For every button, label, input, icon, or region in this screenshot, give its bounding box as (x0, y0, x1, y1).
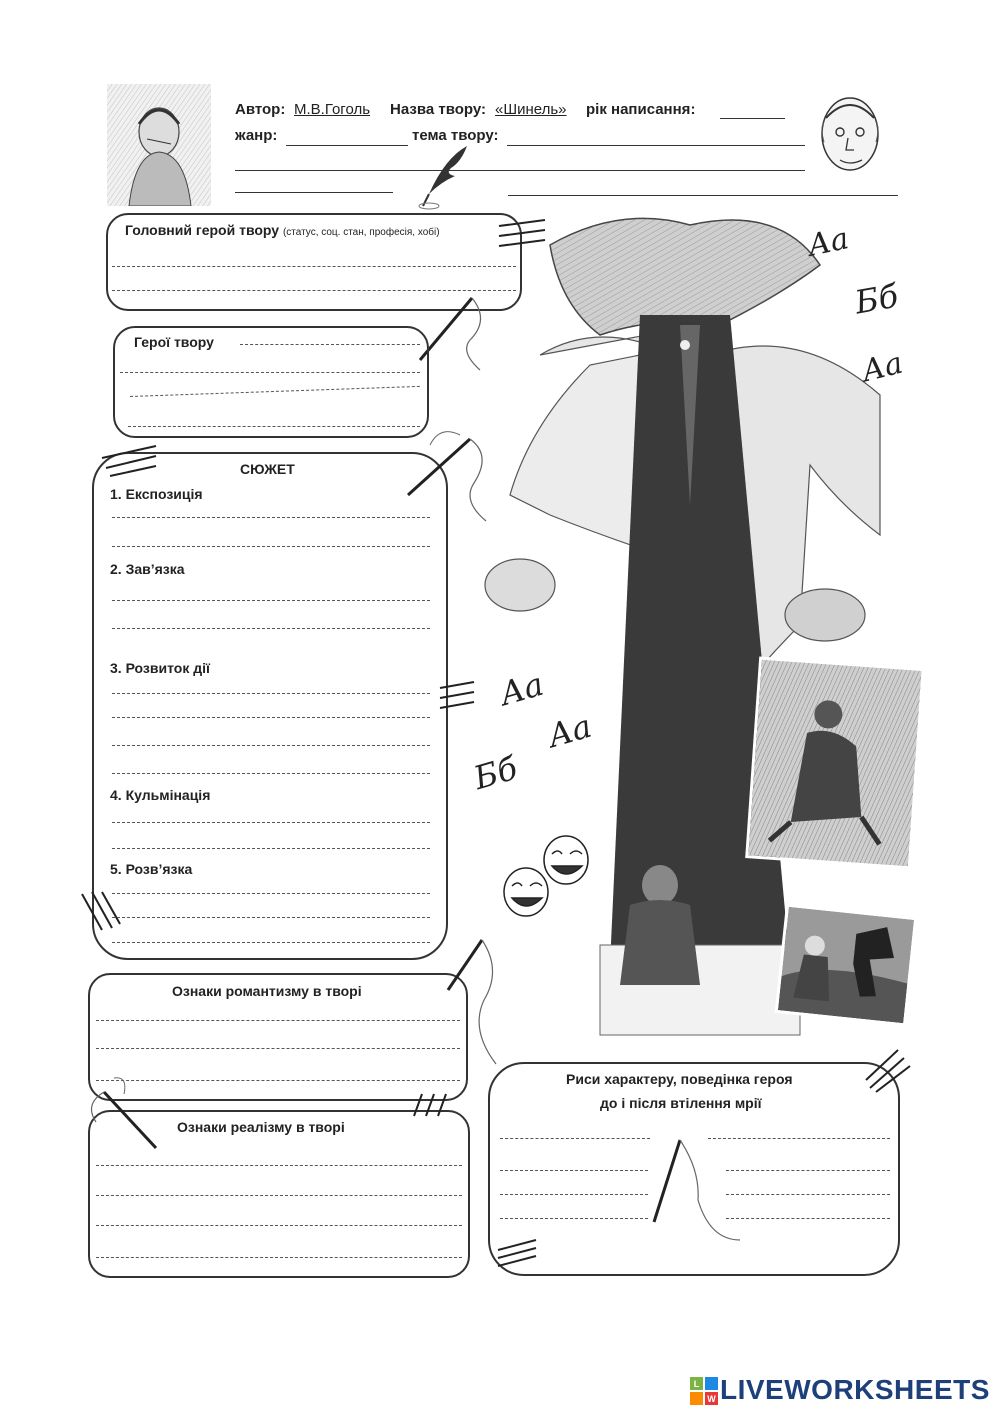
theme-input-line-3[interactable] (235, 192, 393, 193)
realism-line-4[interactable] (96, 1257, 462, 1258)
theme-input-line-4[interactable] (508, 195, 898, 196)
character-after-line-2[interactable] (726, 1170, 890, 1171)
plot-resolution-line-2[interactable] (112, 917, 430, 918)
needle-thread-icon-4 (84, 1074, 164, 1154)
logo-letter-w: W (707, 1394, 716, 1404)
title-value: «Шинель» (495, 101, 567, 118)
plot-setup-line-2[interactable] (112, 628, 430, 629)
quill-icon (415, 142, 475, 212)
plot-development-line-1[interactable] (112, 693, 430, 694)
author-label: Автор: (235, 101, 286, 118)
portrait-old-man-sketch (810, 88, 890, 184)
logo-letter-l: L (693, 1379, 700, 1389)
letters-b-decor-2: Бб (469, 748, 522, 798)
plot-item-climax: 4. Кульмінація (110, 787, 211, 803)
author-value: М.В.Гоголь (294, 101, 371, 118)
plot-item-resolution: 5. Розв’язка (110, 861, 193, 877)
character-after-line-3[interactable] (726, 1194, 890, 1195)
needle-thread-icon-5 (640, 1130, 750, 1250)
title-label: Назва твору: (390, 101, 486, 118)
plot-item-exposition: 1. Експозиція (110, 486, 203, 502)
letters-a-decor-4: Аа (543, 706, 596, 756)
realism-line-1[interactable] (96, 1165, 462, 1166)
character-before-line-1[interactable] (500, 1138, 650, 1139)
letters-a-decor-1: Аа (804, 221, 852, 264)
theme-input-line-2[interactable] (235, 170, 805, 171)
stitch-mark-2 (100, 444, 160, 478)
romanticism-title: Ознаки романтизму в творі (172, 983, 362, 999)
plot-resolution-line-3[interactable] (112, 942, 430, 943)
main-hero-title: Головний герой твору (статус, соц. стан, професія, хобі) (125, 222, 440, 238)
liveworksheets-brand[interactable]: LIVEWORKSHEETS (720, 1374, 990, 1405)
letters-b-decor-1: Бб (852, 276, 902, 322)
plot-development-line-2[interactable] (112, 717, 430, 718)
plot-setup-line-1[interactable] (112, 600, 430, 601)
stitch-mark-4 (78, 890, 122, 934)
plot-development-line-4[interactable] (112, 773, 430, 774)
plot-climax-line-1[interactable] (112, 822, 430, 823)
needle-thread-icon-3 (440, 930, 510, 1070)
stitch-mark-3 (438, 680, 478, 720)
year-label: рік написання: (586, 101, 696, 118)
romanticism-line-2[interactable] (96, 1048, 460, 1049)
character-before-line-4[interactable] (500, 1218, 648, 1219)
stitch-mark-5 (410, 1092, 450, 1118)
genre-input-line[interactable] (286, 145, 408, 146)
heroes-line-1[interactable] (240, 344, 420, 345)
theme-label: тема твору: (412, 127, 499, 144)
plot-item-setup: 2. Зав’язка (110, 561, 185, 577)
realism-line-2[interactable] (96, 1195, 462, 1196)
liveworksheets-logo-icon (690, 1377, 718, 1405)
main-hero-line-1[interactable] (112, 266, 516, 267)
plot-development-line-3[interactable] (112, 745, 430, 746)
theme-input-line-1[interactable] (507, 145, 805, 146)
letters-a-decor-3: Аа (495, 664, 548, 714)
heroes-line-2[interactable] (120, 372, 420, 373)
year-input-line[interactable] (720, 118, 785, 119)
heroes-line-4[interactable] (128, 426, 420, 427)
letters-a-decor-2: Аа (858, 345, 907, 390)
kneeling-man-illustration (745, 656, 925, 869)
stitch-mark-6 (862, 1044, 912, 1094)
character-before-line-2[interactable] (500, 1170, 648, 1171)
character-title-line-1: Риси характеру, поведінка героя (566, 1071, 793, 1087)
realism-line-3[interactable] (96, 1225, 462, 1226)
character-title-line-2: до і після втілення мрії (600, 1095, 762, 1111)
plot-box (92, 452, 448, 960)
stitch-mark-1 (495, 218, 551, 254)
realism-title: Ознаки реалізму в творі (177, 1119, 345, 1135)
heroes-title: Герої твору (134, 334, 214, 350)
masks-icon (498, 832, 592, 936)
genre-label: жанр: (235, 127, 278, 144)
plot-climax-line-2[interactable] (112, 848, 430, 849)
character-after-line-4[interactable] (726, 1218, 890, 1219)
needle-thread-icon-2 (400, 425, 500, 525)
character-before-line-3[interactable] (500, 1194, 648, 1195)
plot-item-development: 3. Розвиток дії (110, 660, 210, 676)
night-street-illustration (775, 903, 918, 1026)
stitch-mark-7 (496, 1238, 540, 1268)
romanticism-line-1[interactable] (96, 1020, 460, 1021)
plot-resolution-line-1[interactable] (112, 893, 430, 894)
portrait-woman-sketch (107, 84, 211, 206)
plot-title: СЮЖЕТ (240, 461, 295, 477)
plot-exposition-line-1[interactable] (112, 517, 430, 518)
plot-exposition-line-2[interactable] (112, 546, 430, 547)
